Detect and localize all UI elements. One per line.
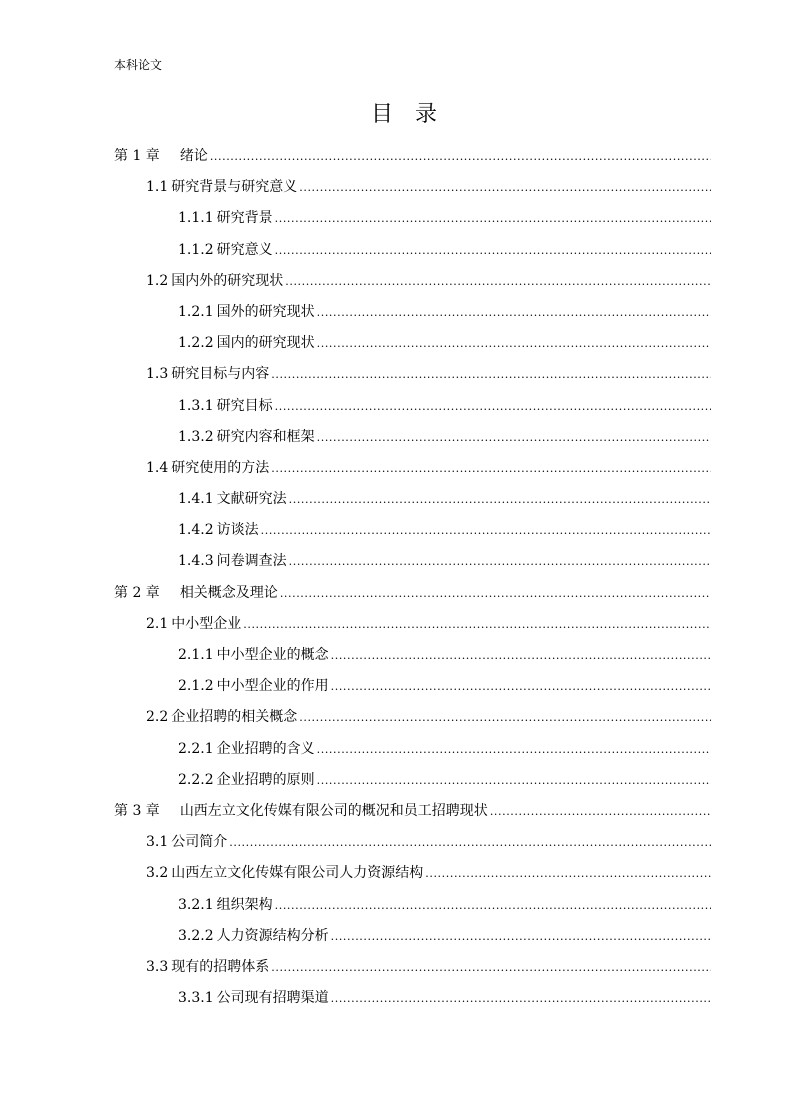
toc-dot-leader [331,640,711,671]
toc-entry-number: 3.1 [146,834,169,851]
toc-entry-number: 2.1.2 [178,678,214,695]
toc-subsection-entry[interactable] [114,515,711,546]
toc-entry-number: 1.1.1 [178,210,214,227]
toc-entry-number: 1.4.1 [178,491,214,508]
toc-entry-title: 山西左立文化传媒有限公司的概况和员工招聘现状 [179,802,488,819]
toc-dot-leader [285,266,711,297]
toc-entry-title: 研究目标 [216,397,273,414]
toc-entry-number: 3.3 [146,958,169,975]
toc-dot-leader [299,172,711,203]
toc-dot-leader [317,422,711,453]
toc-entry-number: 3.3.1 [178,990,214,1007]
toc-section-entry[interactable] [114,359,711,390]
toc-section-entry[interactable] [114,172,711,203]
toc-dot-leader [331,983,711,1014]
toc-entry-number: 1.4.2 [178,522,214,539]
toc-entry-number: 1.3 [146,366,169,383]
toc-chapter-entry[interactable] [114,796,711,827]
toc-entry-number: 1.3.2 [178,428,214,445]
toc-entry-title: 研究背景 [216,210,273,227]
page-title: 目录 [370,102,459,127]
toc-entry-title: 研究背景与研究意义 [171,179,298,196]
toc-subsection-entry[interactable] [114,203,711,234]
toc-entry-title: 国内外的研究现状 [171,272,284,289]
toc-entry-title: 组织架构 [216,896,273,913]
toc-entry-number: 1.2.2 [178,335,214,352]
toc-entry-number: 3.2.2 [178,927,214,944]
toc-subsection-entry[interactable] [114,890,711,921]
toc-dot-leader [280,578,711,609]
toc-dot-leader [275,235,711,266]
toc-dot-leader [289,484,711,515]
toc-section-entry[interactable] [114,453,711,484]
toc-section-entry[interactable] [114,702,711,733]
toc-entry-number: 第 2 章 [114,584,160,601]
toc-entry-title: 访谈法 [216,522,259,539]
toc-entry-number: 第 3 章 [114,802,160,819]
toc-section-entry[interactable] [114,952,711,983]
header-rule [114,78,712,79]
toc-dot-leader [317,297,711,328]
toc-subsection-entry[interactable] [114,921,711,952]
running-header: 本科论文 [114,58,163,72]
toc-dot-leader [317,765,711,796]
toc-dot-leader [289,546,711,577]
toc-chapter-entry[interactable] [114,578,711,609]
toc-subsection-entry[interactable] [114,640,711,671]
toc-dot-leader [271,359,711,390]
toc-dot-leader [275,391,711,422]
toc-chapter-entry[interactable] [114,141,711,172]
toc-entry-title: 公司简介 [171,834,228,851]
toc-dot-leader [331,921,711,952]
toc-dot-leader [275,890,711,921]
toc-subsection-entry[interactable] [114,328,711,359]
toc-dot-leader [271,453,711,484]
toc-entry-number: 1.4 [146,459,169,476]
toc-subsection-entry[interactable] [114,671,711,702]
toc-entry-title: 研究目标与内容 [171,366,270,383]
toc-section-entry[interactable] [114,827,711,858]
toc-entry-title: 人力资源结构分析 [216,927,329,944]
table-of-contents [114,141,711,1014]
toc-dot-leader [243,609,711,640]
toc-dot-leader [299,702,711,733]
toc-entry-number: 1.2.1 [178,303,214,320]
toc-section-entry[interactable] [114,858,711,889]
toc-dot-leader [261,515,711,546]
toc-entry-number: 3.2 [146,865,169,882]
toc-entry-title: 中小型企业 [171,615,242,632]
toc-entry-title: 相关概念及理论 [179,584,278,601]
toc-dot-leader [331,671,711,702]
toc-subsection-entry[interactable] [114,983,711,1014]
toc-entry-number: 2.1 [146,615,169,632]
toc-entry-title: 企业招聘的含义 [216,740,315,757]
toc-subsection-entry[interactable] [114,391,711,422]
toc-entry-number: 3.2.1 [178,896,214,913]
toc-dot-leader [317,328,711,359]
toc-subsection-entry[interactable] [114,546,711,577]
toc-entry-title: 问卷调查法 [216,553,287,570]
toc-dot-leader [229,827,711,858]
toc-entry-title: 文献研究法 [216,491,287,508]
toc-entry-number: 1.1 [146,179,169,196]
toc-subsection-entry[interactable] [114,765,711,796]
toc-entry-title: 国内的研究现状 [216,335,315,352]
toc-entry-number: 2.2.1 [178,740,214,757]
toc-section-entry[interactable] [114,609,711,640]
toc-subsection-entry[interactable] [114,235,711,266]
toc-entry-title: 研究使用的方法 [171,459,270,476]
toc-entry-title: 国外的研究现状 [216,303,315,320]
toc-entry-title: 现有的招聘体系 [171,958,270,975]
toc-entry-title: 企业招聘的相关概念 [171,709,298,726]
toc-entry-number: 第 1 章 [114,148,160,164]
toc-entry-title: 企业招聘的原则 [216,771,315,788]
toc-dot-leader [210,141,711,172]
toc-entry-title: 绪论 [179,148,208,164]
toc-dot-leader [317,734,711,765]
toc-entry-title: 公司现有招聘渠道 [216,990,329,1007]
toc-subsection-entry[interactable] [114,297,711,328]
toc-dot-leader [425,858,711,889]
toc-entry-number: 1.2 [146,272,169,289]
toc-entry-number: 1.3.1 [178,397,214,414]
toc-subsection-entry[interactable] [114,484,711,515]
toc-entry-number: 1.1.2 [178,241,214,258]
toc-subsection-entry[interactable] [114,422,711,453]
toc-section-entry[interactable] [114,266,711,297]
toc-dot-leader [275,203,711,234]
toc-entry-title: 研究意义 [216,241,273,258]
toc-subsection-entry[interactable] [114,734,711,765]
toc-dot-leader [271,952,711,983]
toc-dot-leader [490,796,711,827]
toc-entry-title: 中小型企业的作用 [216,678,329,695]
toc-entry-title: 研究内容和框架 [216,428,315,445]
toc-entry-number: 1.4.3 [178,553,214,570]
toc-entry-number: 2.2.2 [178,771,214,788]
toc-entry-number: 2.2 [146,709,169,726]
toc-entry-number: 2.1.1 [178,647,214,663]
toc-entry-title: 山西左立文化传媒有限公司人力资源结构 [171,865,424,882]
toc-entry-title: 中小型企业的概念 [216,647,329,663]
